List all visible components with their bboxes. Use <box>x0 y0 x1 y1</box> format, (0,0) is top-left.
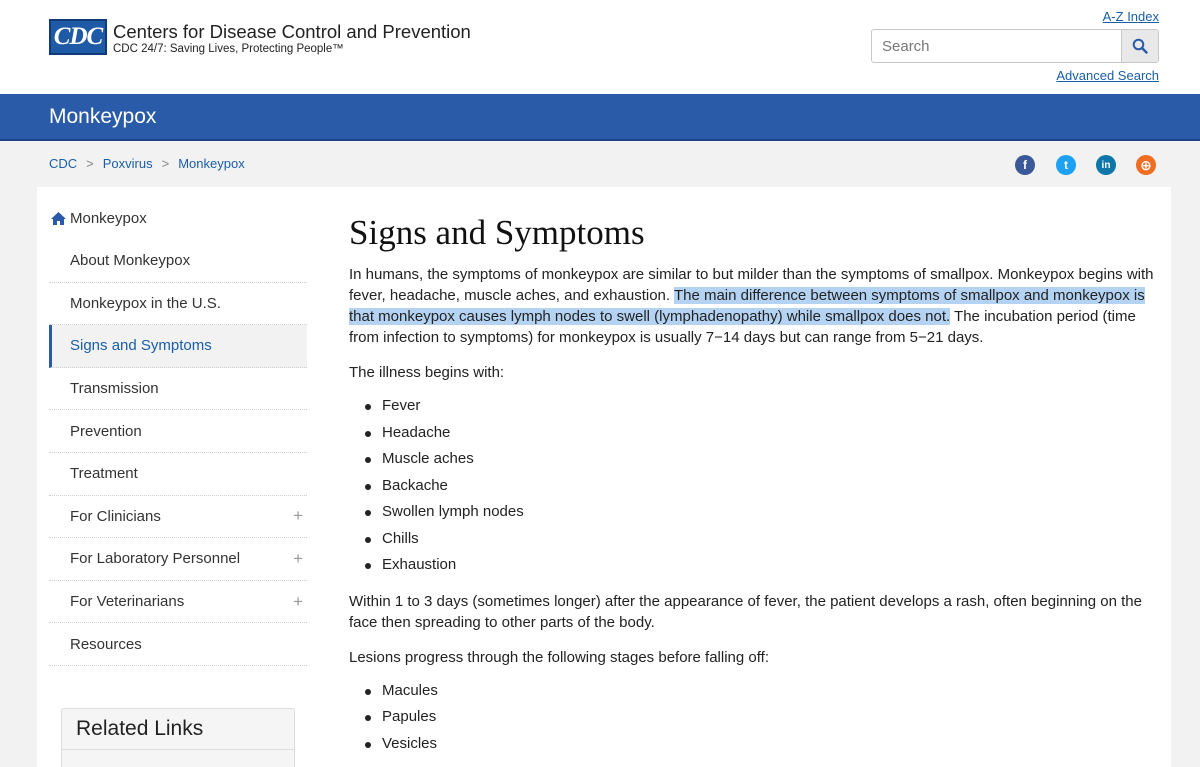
illness-intro: The illness begins with: <box>349 364 505 381</box>
list-item <box>366 556 456 573</box>
symptom-chills: Chills <box>382 530 419 547</box>
stage-macules: Macules <box>382 682 438 699</box>
breadcrumb-monkeypox[interactable]: Monkeypox <box>178 156 245 171</box>
rash-paragraph: Within 1 to 3 days (sometimes longer) after the appearance of fever, the patient develops a rash, often beginning on the face then spreading to other parts of the body. <box>349 593 1142 631</box>
cdc-logo-text: CDC <box>53 23 103 50</box>
list-item <box>366 397 420 414</box>
expand-icon[interactable]: + <box>293 506 303 526</box>
breadcrumb-separator: > <box>86 156 94 171</box>
sidebar-item-label: Transmission <box>70 380 159 398</box>
expand-icon[interactable]: + <box>293 548 303 568</box>
sidebar-item-treatment[interactable] <box>49 453 307 496</box>
sidebar-item-signs-symptoms[interactable] <box>49 325 307 368</box>
lesions-intro: Lesions progress through the following stages before falling off: <box>349 649 769 666</box>
sidebar-item-label: For Clinicians <box>70 507 161 525</box>
sidebar-nav <box>49 240 307 666</box>
syndicate-icon[interactable] <box>1136 155 1156 175</box>
topic-title[interactable]: Monkeypox <box>49 105 157 128</box>
list-item <box>366 708 436 725</box>
sidebar-item-label: Resources <box>70 635 142 653</box>
symptom-fever: Fever <box>382 397 421 414</box>
related-links-panel <box>61 708 295 767</box>
sidebar-item-about[interactable] <box>49 240 307 283</box>
sidebar-item-prevention[interactable] <box>49 410 307 453</box>
linkedin-icon[interactable] <box>1096 155 1116 175</box>
advanced-search-link[interactable]: Advanced Search <box>1056 68 1159 83</box>
list-item <box>366 477 448 494</box>
list-item <box>366 735 437 752</box>
sidebar-item-lab-personnel[interactable] <box>49 538 307 581</box>
sidebar-item-label: Monkeypox in the U.S. <box>70 294 221 312</box>
sidebar-item-veterinarians[interactable] <box>49 581 307 624</box>
search-button[interactable] <box>1121 30 1158 62</box>
list-item <box>366 450 474 467</box>
sidebar-item-us[interactable] <box>49 283 307 326</box>
symptom-swollen-lymph: Swollen lymph nodes <box>382 503 524 520</box>
sidebar-home-label: Monkeypox <box>70 210 147 227</box>
sidebar-item-transmission[interactable] <box>49 368 307 411</box>
symptom-exhaustion: Exhaustion <box>382 556 457 573</box>
org-name[interactable]: Centers for Disease Control and Prevention <box>113 21 471 42</box>
search-box <box>871 29 1159 63</box>
symptom-headache: Headache <box>382 424 451 441</box>
list-item <box>366 424 450 441</box>
intro-text: In humans, the symptoms of monkeypox are similar to but milder than the symptoms of smallpox. Monkeypox begins with fever, headache, muscle aches, and exhaustion. <box>349 266 1154 304</box>
list-item <box>366 682 438 699</box>
facebook-glyph: f <box>1023 158 1027 172</box>
sidebar-item-label: For Veterinarians <box>70 593 185 611</box>
sidebar-item-clinicians[interactable] <box>49 496 307 539</box>
sidebar-item-label: For Laboratory Personnel <box>70 550 241 568</box>
breadcrumb-poxvirus[interactable]: Poxvirus <box>102 156 153 171</box>
sidebar-home[interactable] <box>50 210 147 227</box>
symptom-muscle-aches: Muscle aches <box>382 450 474 467</box>
cdc-logo[interactable] <box>49 19 107 55</box>
highlighted-text: The main difference between symptoms of smallpox and monkeypox is that monkeypox causes lymph nodes to swell (lymphadenopathy) while smallpox does not. <box>349 287 1145 325</box>
sidebar-item-label: About Monkeypox <box>70 252 191 270</box>
page-title: Signs and Symptoms <box>349 213 645 252</box>
related-links-title: Related Links <box>76 717 204 740</box>
linkedin-glyph: in <box>1101 159 1111 171</box>
breadcrumb <box>49 156 245 171</box>
sidebar-item-resources[interactable] <box>49 623 307 666</box>
intro-text-after: The incubation period (time from infection to symptoms) for monkeypox is usually 7−14 days but can range from 5−21 days. <box>349 308 1136 346</box>
tagline: CDC 24/7: Saving Lives, Protecting People™ <box>113 43 344 55</box>
az-index-link[interactable]: A-Z Index <box>1102 9 1159 24</box>
expand-icon[interactable]: + <box>293 591 303 611</box>
intro-paragraph <box>349 264 1161 348</box>
list-item <box>366 503 524 520</box>
twitter-glyph: t <box>1064 158 1068 172</box>
sidebar-item-label: Prevention <box>70 422 142 440</box>
divider <box>62 749 294 750</box>
search-input[interactable] <box>872 30 1121 62</box>
syndicate-glyph: ⊕ <box>1140 156 1152 173</box>
search-icon <box>1132 38 1148 54</box>
twitter-icon[interactable] <box>1056 155 1076 175</box>
stage-papules: Papules <box>382 708 437 725</box>
symptom-backache: Backache <box>382 477 448 494</box>
stage-vesicles: Vesicles <box>382 735 438 752</box>
breadcrumb-separator: > <box>161 156 170 171</box>
topic-banner <box>0 94 1200 141</box>
site-header <box>0 0 1200 94</box>
sidebar-item-label: Treatment <box>70 465 138 483</box>
breadcrumb-cdc[interactable]: CDC <box>49 156 78 171</box>
list-item <box>366 530 419 547</box>
facebook-icon[interactable] <box>1015 155 1035 175</box>
home-icon <box>50 211 67 226</box>
sidebar-item-label: Signs and Symptoms <box>70 337 212 355</box>
